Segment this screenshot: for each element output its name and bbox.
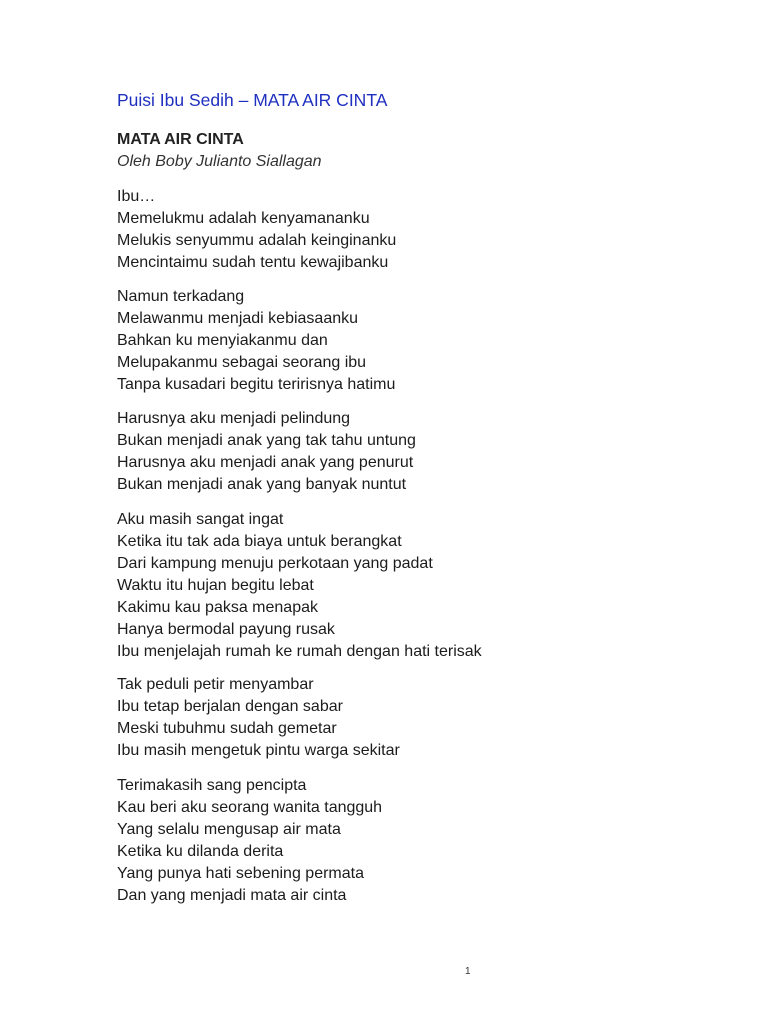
poem-line: Ibu masih mengetuk pintu warga sekitar: [117, 742, 400, 759]
poem-line: Kau beri aku seorang wanita tangguh: [117, 799, 383, 816]
poem-line: Melawanmu menjadi kebiasaanku: [117, 310, 359, 327]
poem-title: MATA AIR CINTA: [117, 131, 244, 148]
poem-line: Namun terkadang: [117, 288, 245, 305]
poem-line: Harusnya aku menjadi anak yang penurut: [117, 454, 414, 471]
poem-line: Ketika ku dilanda derita: [117, 843, 284, 860]
poem-line: Melupakanmu sebagai seorang ibu: [117, 354, 367, 371]
poem-line: Waktu itu hujan begitu lebat: [117, 577, 314, 594]
poem-line: Dari kampung menuju perkotaan yang padat: [117, 555, 433, 572]
poem-line: Memelukmu adalah kenyamananku: [117, 210, 370, 227]
poem-line: Ibu…: [117, 188, 156, 205]
poem-line: Ibu tetap berjalan dengan sabar: [117, 698, 343, 715]
poem-line: Yang selalu mengusap air mata: [117, 821, 341, 838]
page-number: 1: [465, 966, 471, 977]
document-title: Puisi Ibu Sedih – MATA AIR CINTA: [117, 90, 388, 110]
poem-line: Bukan menjadi anak yang tak tahu untung: [117, 432, 416, 449]
poem-line: Tanpa kusadari begitu teririsnya hatimu: [117, 376, 396, 393]
poem-line: Dan yang menjadi mata air cinta: [117, 887, 347, 904]
stanza-2: [117, 286, 395, 396]
poem-line: Mencintaimu sudah tentu kewajibanku: [117, 254, 389, 271]
stanza-5: [117, 674, 400, 762]
stanza-6: [117, 775, 382, 907]
poem-line: Melukis senyummu adalah keinginanku: [117, 232, 397, 249]
poem-line: Ketika itu tak ada biaya untuk berangkat: [117, 533, 402, 550]
poem-line: Bukan menjadi anak yang banyak nuntut: [117, 476, 407, 493]
poem-line: Yang punya hati sebening permata: [117, 865, 364, 882]
poem-line: Ibu menjelajah rumah ke rumah dengan hati terisak: [117, 643, 482, 660]
poem-line: Meski tubuhmu sudah gemetar: [117, 720, 337, 737]
poem-line: Aku masih sangat ingat: [117, 511, 284, 528]
poem-author: Oleh Boby Julianto Siallagan: [117, 153, 322, 170]
stanza-1: [117, 186, 396, 274]
poem-line: Harusnya aku menjadi pelindung: [117, 410, 351, 427]
poem-line: Tak peduli petir menyambar: [117, 676, 314, 693]
poem-line: Hanya bermodal payung rusak: [117, 621, 335, 638]
stanza-4: [117, 509, 482, 663]
stanza-3: [117, 408, 416, 496]
poem-line: Terimakasih sang pencipta: [117, 777, 307, 794]
poem-line: Kakimu kau paksa menapak: [117, 599, 318, 616]
poem-line: Bahkan ku menyiakanmu dan: [117, 332, 328, 349]
